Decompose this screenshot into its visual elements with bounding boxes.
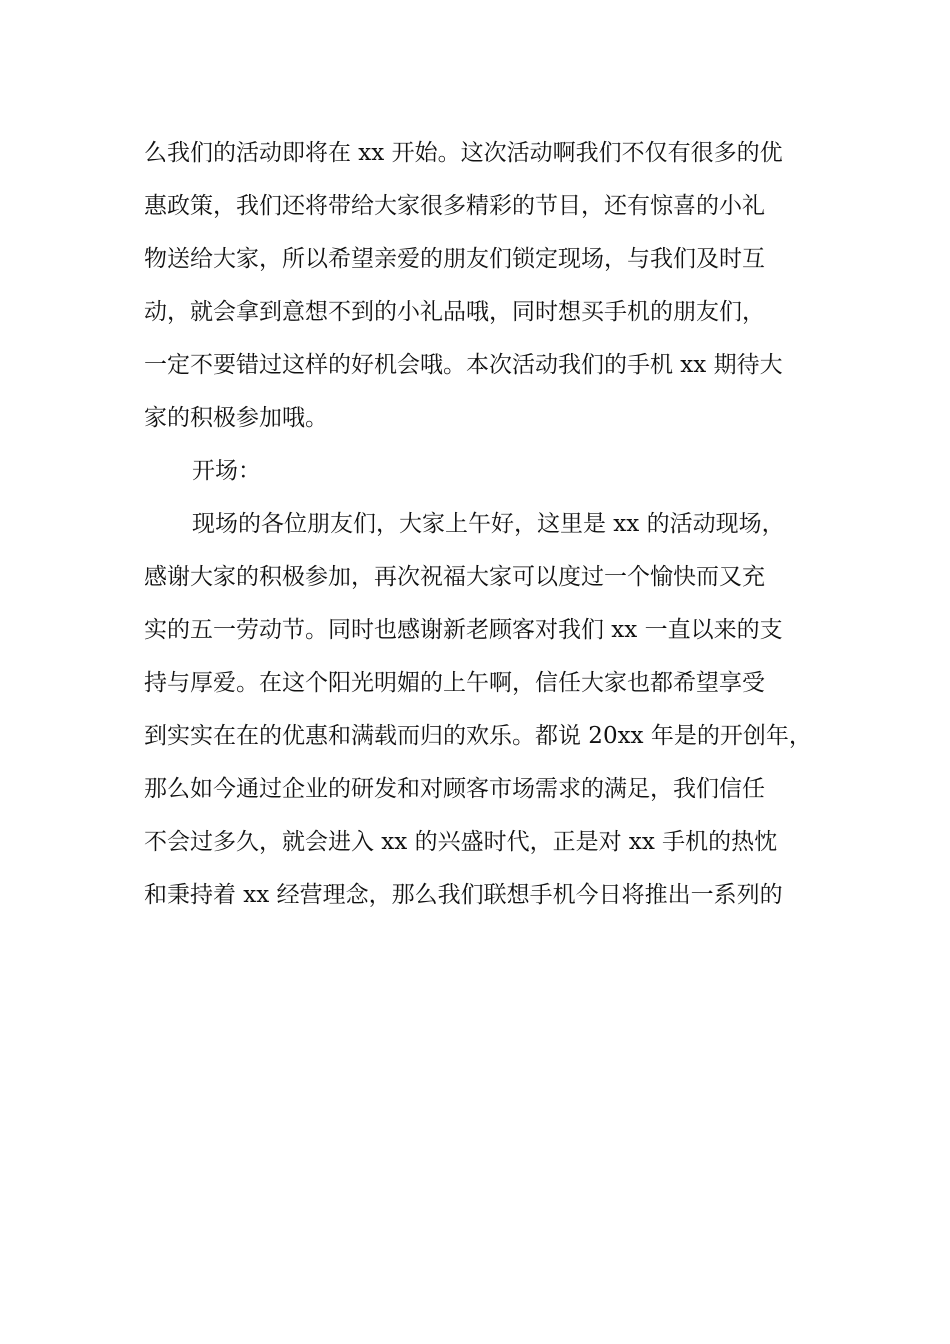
- paragraph-first-line: 现场的各位朋友们，大家上午好，这里是 xx 的活动现场，: [192, 511, 785, 537]
- body-line: 持与厚爱。在这个阳光明媚的上午啊，信任大家也都希望享受: [144, 670, 765, 696]
- body-line: 家的积极参加哦。: [144, 405, 328, 431]
- body-line: 动，就会拿到意想不到的小礼品哦，同时想买手机的朋友们，: [144, 299, 765, 325]
- body-line: 么我们的活动即将在 xx 开始。这次活动啊我们不仅有很多的优: [144, 140, 783, 166]
- body-line: 和秉持着 xx 经营理念，那么我们联想手机今日将推出一系列的: [144, 882, 783, 908]
- body-line: 感谢大家的积极参加，再次祝福大家可以度过一个愉快而又充: [144, 564, 765, 590]
- section-heading-opening: 开场：: [192, 458, 261, 484]
- document-body: [144, 129, 824, 924]
- body-line: 物送给大家，所以希望亲爱的朋友们锁定现场，与我们及时互: [144, 246, 765, 272]
- body-line: 不会过多久，就会进入 xx 的兴盛时代，正是对 xx 手机的热忱: [144, 829, 778, 855]
- body-line: 惠政策，我们还将带给大家很多精彩的节目，还有惊喜的小礼: [144, 193, 765, 219]
- body-line: 到实实在在的优惠和满载而归的欢乐。都说 20xx 年是的开创年，: [144, 723, 812, 749]
- body-line: 一定不要错过这样的好机会哦。本次活动我们的手机 xx 期待大: [144, 352, 783, 378]
- body-line: 实的五一劳动节。同时也感谢新老顾客对我们 xx 一直以来的支: [144, 617, 783, 643]
- body-line: 那么如今通过企业的研发和对顾客市场需求的满足，我们信任: [144, 776, 765, 802]
